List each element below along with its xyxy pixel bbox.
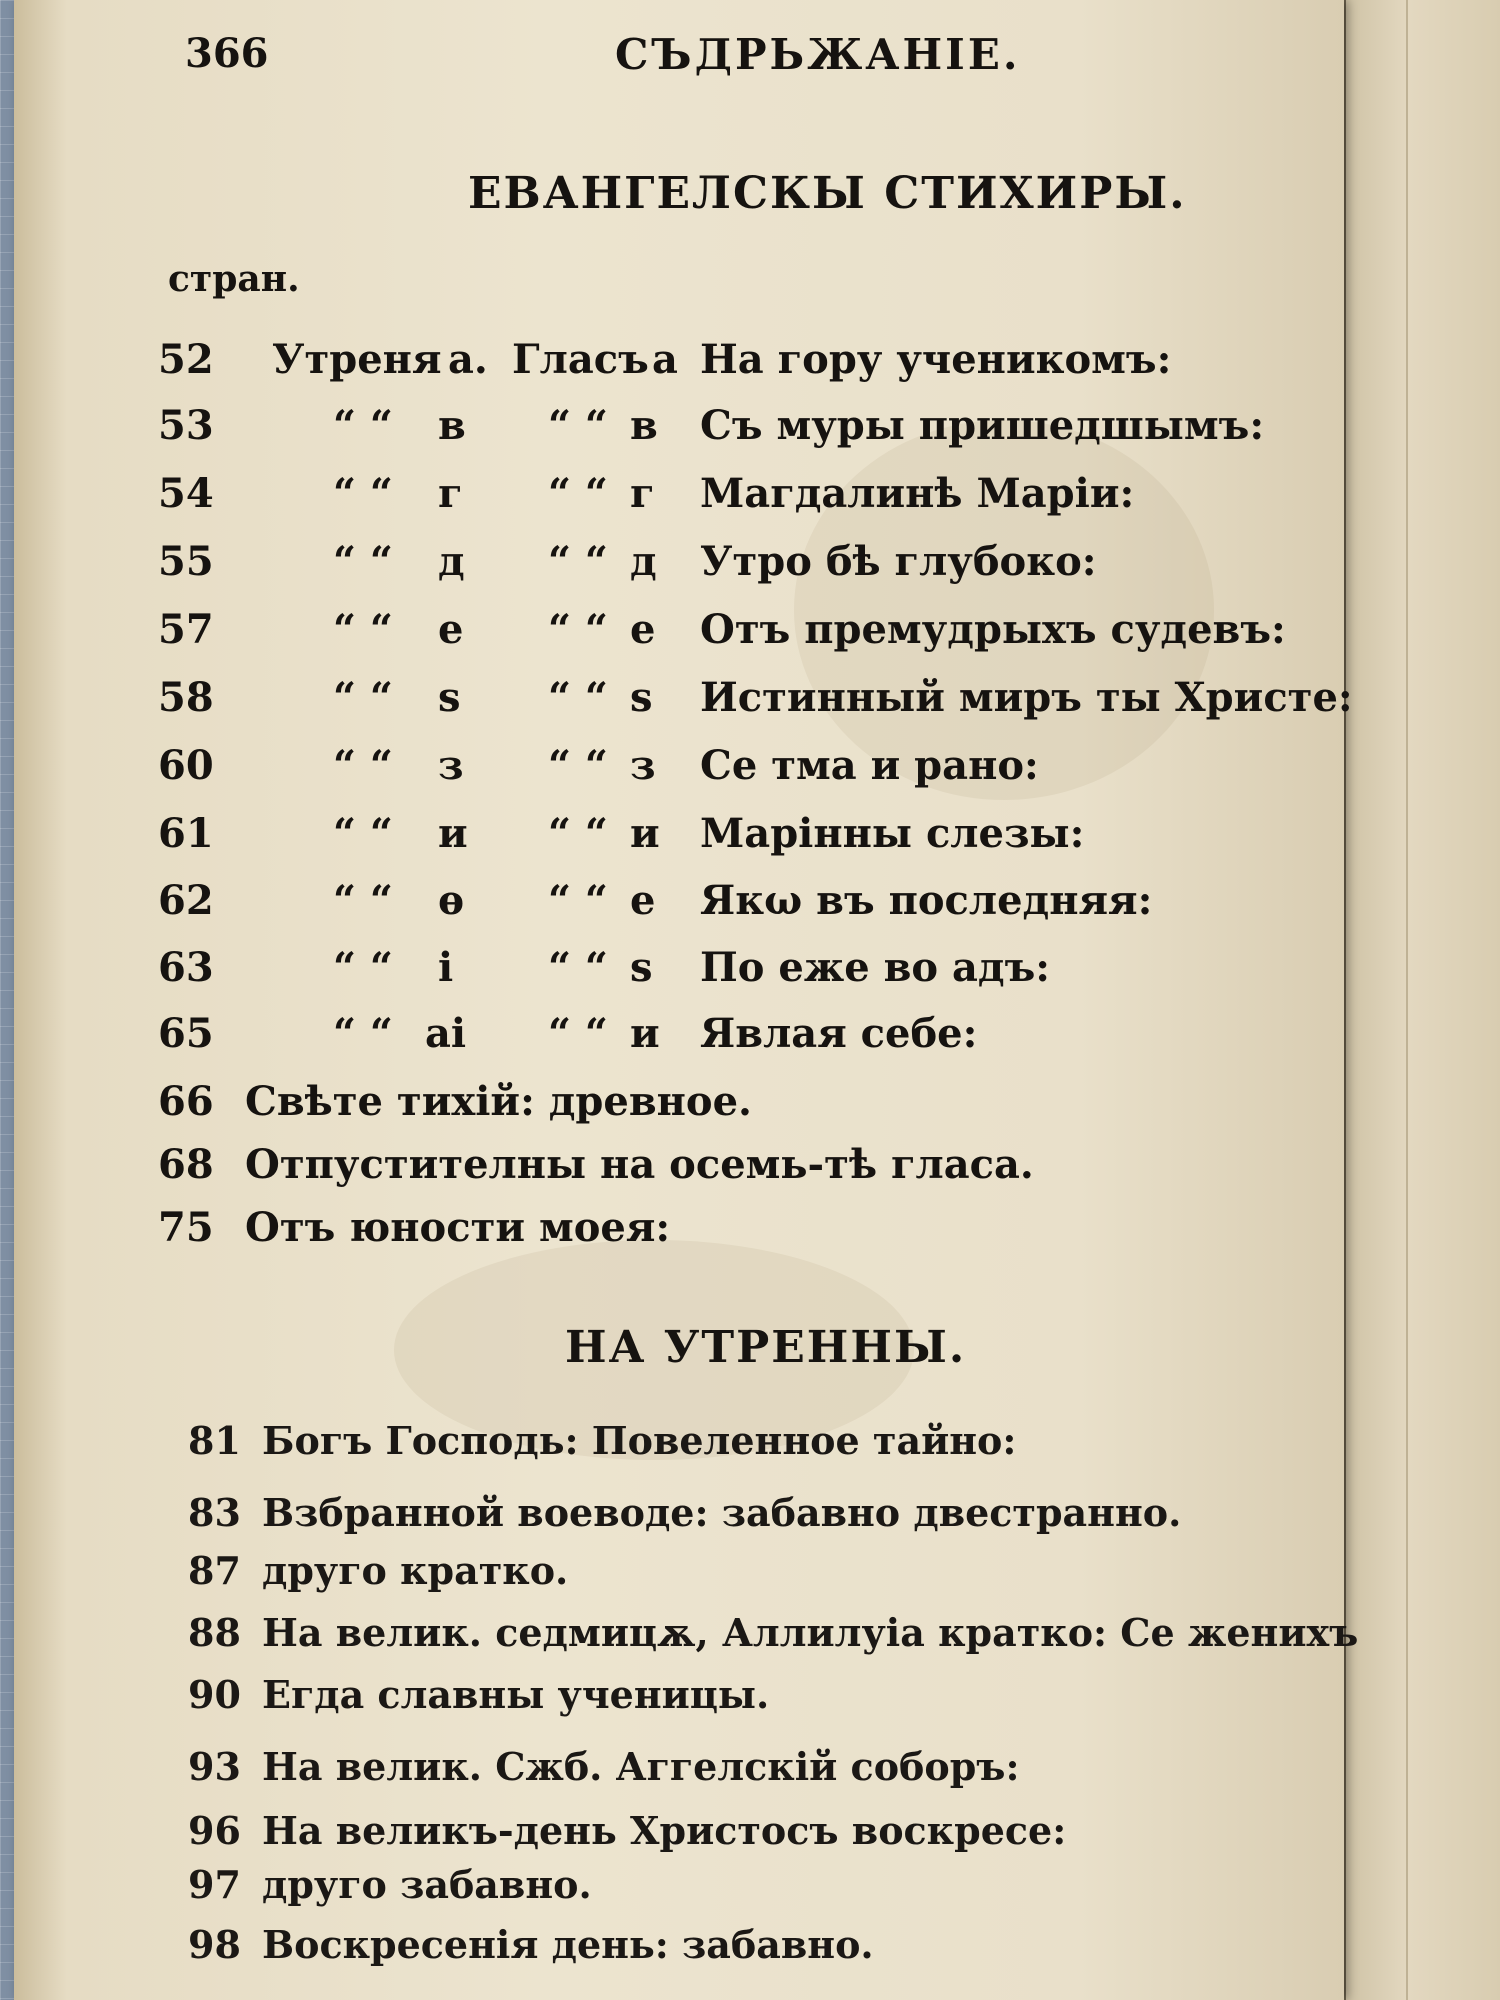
column-label-page: стран. bbox=[168, 258, 300, 300]
row-page-number: 66 bbox=[158, 1078, 214, 1125]
row-page-number: 55 bbox=[158, 538, 214, 585]
row-page-number: 90 bbox=[188, 1672, 241, 1717]
row-second-number: е bbox=[630, 606, 656, 653]
row-page-number: 93 bbox=[188, 1744, 241, 1789]
row-ditto-mark: “ “ bbox=[333, 810, 393, 857]
row-ditto-mark: “ “ bbox=[333, 1010, 393, 1057]
row-page-number: 63 bbox=[158, 944, 214, 991]
gospel-row bbox=[0, 336, 1330, 396]
row-incipit: Истинный миръ ты Христе: bbox=[700, 674, 1353, 721]
row-incipit: Якω въ последняя: bbox=[700, 877, 1153, 924]
row-page-number: 61 bbox=[158, 810, 214, 857]
row-ditto-mark: “ “ bbox=[333, 606, 393, 653]
row-text: Свѣте тихій: древное. bbox=[245, 1078, 752, 1125]
row-text: Богъ Господь: Повеленное тайно: bbox=[262, 1418, 1017, 1463]
row-incipit: Отъ премудрыхъ судевъ: bbox=[700, 606, 1286, 653]
gospel-row bbox=[0, 944, 1330, 1004]
extra-row bbox=[0, 1078, 1330, 1138]
row-ditto-mark: “ “ bbox=[548, 944, 608, 991]
row-page-number: 58 bbox=[158, 674, 214, 721]
row-text: Воскресенія день: забавно. bbox=[262, 1922, 874, 1967]
row-second-number: ѕ bbox=[630, 674, 653, 721]
row-second-number: е bbox=[630, 877, 656, 924]
row-incipit: Се тма и рано: bbox=[700, 742, 1039, 789]
row-ditto-mark: “ “ bbox=[333, 470, 393, 517]
row-incipit: Явлая себе: bbox=[700, 1010, 978, 1057]
row-ditto-mark: “ “ bbox=[548, 810, 608, 857]
row-page-number: 97 bbox=[188, 1862, 241, 1907]
row-first-number: аі bbox=[425, 1010, 467, 1057]
row-ditto-mark: “ “ bbox=[333, 674, 393, 721]
row-first-number: г bbox=[438, 470, 463, 517]
matins-row bbox=[0, 1490, 1330, 1546]
gospel-row bbox=[0, 470, 1330, 530]
row-page-number: 81 bbox=[188, 1418, 241, 1463]
row-ditto-mark: “ “ bbox=[548, 674, 608, 721]
row-second-number: и bbox=[630, 1010, 660, 1057]
row-page-number: 53 bbox=[158, 402, 214, 449]
matins-row bbox=[0, 1862, 1330, 1918]
matins-row bbox=[0, 1808, 1330, 1864]
matins-row bbox=[0, 1922, 1330, 1978]
gospel-row bbox=[0, 742, 1330, 802]
gospel-row bbox=[0, 674, 1353, 734]
row-first-number: і bbox=[438, 944, 454, 991]
row-page-number: 57 bbox=[158, 606, 214, 653]
row-second-number: з bbox=[630, 742, 656, 789]
row-page-number: 98 bbox=[188, 1922, 241, 1967]
row-first-number: и bbox=[438, 810, 468, 857]
row-second-number: г bbox=[630, 470, 655, 517]
row-ditto-mark: “ “ bbox=[333, 944, 393, 991]
row-first-number: д bbox=[438, 538, 465, 585]
row-page-number: 54 bbox=[158, 470, 214, 517]
row-text: На велик. Сжб. Аггелскій соборъ: bbox=[262, 1744, 1020, 1789]
row-incipit: По еже во адъ: bbox=[700, 944, 1051, 991]
extra-row bbox=[0, 1141, 1330, 1201]
gospel-row bbox=[0, 402, 1330, 462]
row-glas-label: Гласъ bbox=[512, 336, 649, 383]
row-ditto-mark: “ “ bbox=[548, 877, 608, 924]
row-ditto-mark: “ “ bbox=[548, 470, 608, 517]
row-incipit: Марінны слезы: bbox=[700, 810, 1085, 857]
gospel-row bbox=[0, 1010, 1330, 1070]
gospel-row bbox=[0, 538, 1330, 598]
row-page-number: 75 bbox=[158, 1204, 214, 1251]
row-first-number: ѕ bbox=[438, 674, 461, 721]
row-ditto-mark: “ “ bbox=[548, 402, 608, 449]
row-ditto-mark: “ “ bbox=[333, 538, 393, 585]
row-first-number: е bbox=[438, 606, 464, 653]
row-page-number: 87 bbox=[188, 1548, 241, 1593]
row-text: Отпустителны на осемь-тѣ гласа. bbox=[245, 1141, 1034, 1188]
gospel-row bbox=[0, 810, 1330, 870]
row-page-number: 52 bbox=[158, 336, 214, 383]
row-second-number: ѕ bbox=[630, 944, 653, 991]
page-edge-line bbox=[1406, 0, 1408, 2000]
matins-section-title: НА УТРЕННЫ. bbox=[565, 1322, 967, 1373]
matins-row bbox=[0, 1418, 1330, 1474]
row-first-number: з bbox=[438, 742, 464, 789]
row-ditto-mark: “ “ bbox=[333, 877, 393, 924]
row-page-number: 83 bbox=[188, 1490, 241, 1535]
row-page-number: 88 bbox=[188, 1610, 241, 1655]
row-page-number: 96 bbox=[188, 1808, 241, 1853]
row-ditto-mark: “ “ bbox=[548, 538, 608, 585]
gospel-row bbox=[0, 606, 1330, 666]
matins-row bbox=[0, 1610, 1359, 1666]
row-page-number: 68 bbox=[158, 1141, 214, 1188]
row-text: Взбранной воеводе: забавно двестранно. bbox=[262, 1490, 1182, 1535]
row-page-number: 60 bbox=[158, 742, 214, 789]
matins-row bbox=[0, 1672, 1330, 1728]
row-incipit: Съ муры пришедшымъ: bbox=[700, 402, 1265, 449]
row-incipit: На гору ученикомъ: bbox=[700, 336, 1172, 383]
row-second-number: д bbox=[630, 538, 657, 585]
row-text: другο забавно. bbox=[262, 1862, 592, 1907]
row-text: другο кратко. bbox=[262, 1548, 569, 1593]
gospel-row bbox=[0, 877, 1330, 937]
row-first-number: в bbox=[438, 402, 466, 449]
facing-page bbox=[1344, 0, 1500, 2000]
row-page-number: 65 bbox=[158, 1010, 214, 1057]
page-title: СЪДРЬЖАНІЕ. bbox=[615, 30, 1021, 79]
extra-row bbox=[0, 1204, 1330, 1264]
row-text: Егда славны ученицы. bbox=[262, 1672, 770, 1717]
row-first-number: ѳ bbox=[438, 877, 465, 924]
matins-row bbox=[0, 1744, 1330, 1800]
row-ditto-mark: “ “ bbox=[333, 402, 393, 449]
row-second-number: и bbox=[630, 810, 660, 857]
row-incipit: Магдалинѣ Маріи: bbox=[700, 470, 1135, 517]
row-ditto-mark: “ “ bbox=[548, 742, 608, 789]
row-first-number: а. bbox=[448, 336, 488, 383]
row-second-number: а bbox=[652, 336, 678, 383]
row-second-number: в bbox=[630, 402, 658, 449]
row-text: На великъ-день Христосъ воскресе: bbox=[262, 1808, 1067, 1853]
row-ditto-mark: “ “ bbox=[333, 742, 393, 789]
row-text: На велик. седмицѫ, Аллилуіа кратко: Се женихъ bbox=[262, 1610, 1359, 1655]
row-incipit: Утро бѣ глубоко: bbox=[700, 538, 1097, 585]
section-title: ЕВАНГЕЛСКЫ СТИХИРЫ. bbox=[468, 168, 1187, 219]
row-text: Отъ юности моея: bbox=[245, 1204, 671, 1251]
page-number: 366 bbox=[185, 30, 269, 77]
row-page-number: 62 bbox=[158, 877, 214, 924]
matins-row bbox=[0, 1548, 1330, 1604]
row-ditto-mark: “ “ bbox=[548, 606, 608, 653]
row-service-name: Утреня bbox=[272, 336, 442, 383]
row-ditto-mark: “ “ bbox=[548, 1010, 608, 1057]
